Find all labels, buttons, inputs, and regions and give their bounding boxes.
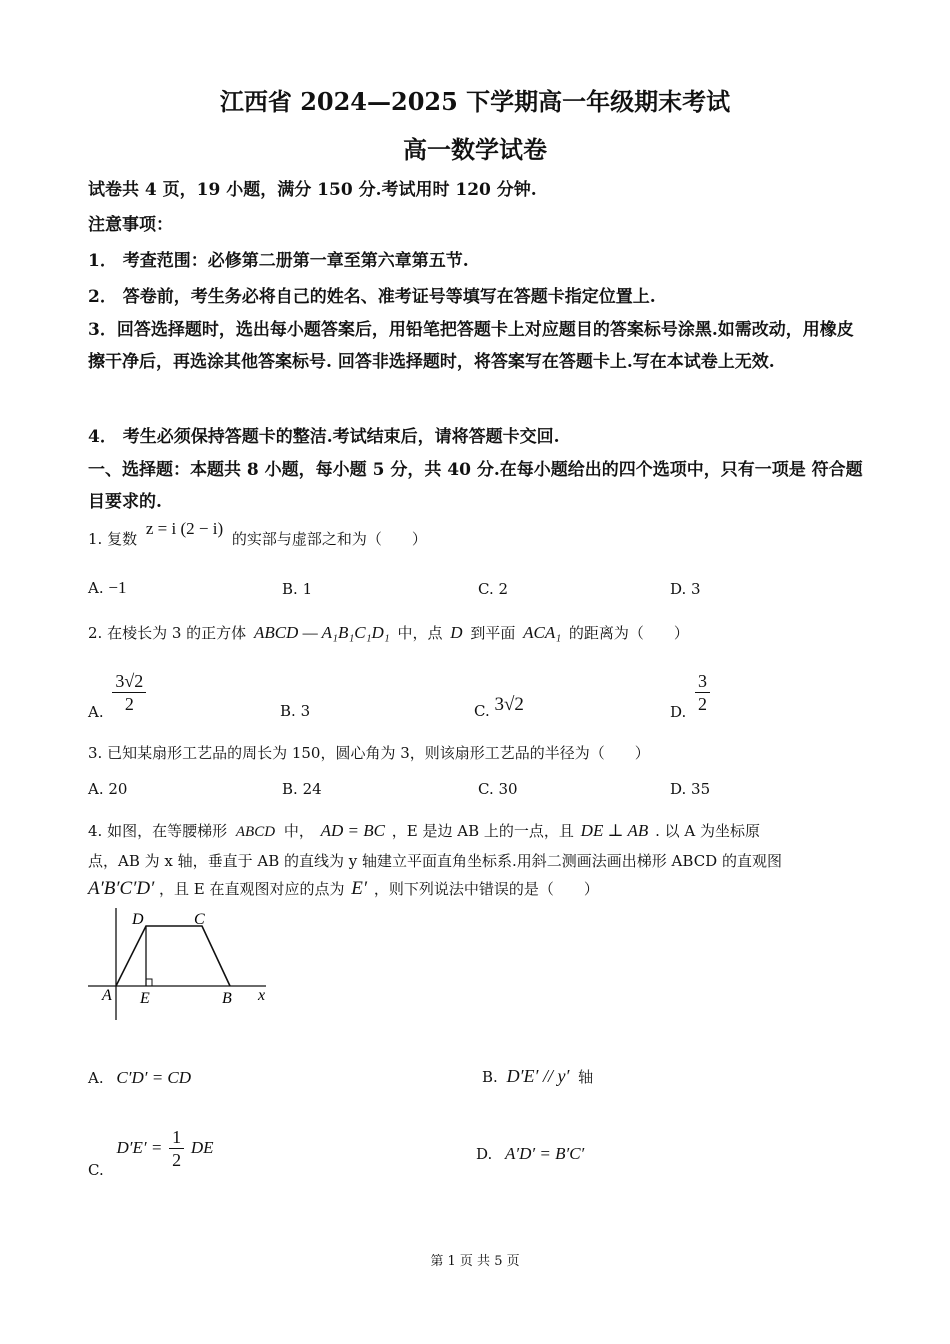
note-4: 4． 考生必须保持答题卡的整洁.考试结束后，请将答题卡交回. bbox=[88, 427, 560, 447]
note-3: 3．回答选择题时，选出每小题答案后，用铅笔把答题卡上对应题目的答案标号涂黑.如需改动，用橡皮擦干净后，再选涂其他答案标号. 回答非选择题时，将答案写在答题卡上.写在本试卷上无效. bbox=[88, 320, 854, 372]
q2-option-d: D. $\frac{3}{2}$ bbox=[670, 670, 710, 715]
q1-option-b: B. 1 bbox=[282, 580, 313, 598]
q3-option-c: C. 30 bbox=[478, 780, 518, 798]
exam-info: 试卷共 4 页，19 小题，满分 150 分.考试用时 120 分钟. bbox=[88, 180, 537, 200]
q1-option-c: C. 2 bbox=[478, 580, 509, 598]
question-1 bbox=[88, 519, 427, 549]
fig-label-b: B bbox=[222, 990, 232, 1007]
q3-option-a: A. 20 bbox=[88, 780, 128, 798]
notice-heading: 注意事项： bbox=[88, 215, 173, 235]
fig-label-d: D bbox=[132, 911, 144, 928]
q1-formula: z = i (2 − i) bbox=[145, 519, 224, 538]
note-2: 2． 答卷前，考生务必将自己的姓名、准考证号等填写在答题卡指定位置上. bbox=[88, 287, 656, 307]
fig-label-e: E bbox=[140, 990, 150, 1007]
q1-option-d: D. 3 bbox=[670, 580, 701, 598]
exam-title: 江西省 2024—2025 下学期高一年级期末考试 bbox=[219, 87, 731, 116]
note-1: 1． 考查范围：必修第二册第一章至第六章第五节. bbox=[88, 251, 469, 271]
q3-option-b: B. 24 bbox=[282, 780, 322, 798]
q4-option-d: D. A′D′ = B′C′ bbox=[476, 1144, 585, 1163]
q4-option-a: A. C′D′ = CD bbox=[88, 1068, 192, 1087]
fig-label-a: A bbox=[102, 987, 112, 1004]
question-4-line-2: 点，AB 为 x 轴，垂直于 AB 的直线为 y 轴建立平面直角坐标系.用斜二测画法画出梯形 ABCD 的直观图 bbox=[88, 852, 782, 870]
question-3: 3. 已知某扇形工艺品的周长为 150，圆心角为 3，则该扇形工艺品的半径为（ ） bbox=[88, 744, 650, 762]
trapezoid-figure bbox=[84, 900, 284, 1030]
q2-option-c: C. 3√2 bbox=[474, 694, 524, 720]
fig-label-x: x bbox=[258, 987, 266, 1004]
q3-option-d: D. 35 bbox=[670, 780, 711, 798]
question-4-line-3: A′B′C′D′ ，且 E 在直观图对应的点为 E′ ，则下列说法中错误的是（ ） bbox=[88, 878, 599, 899]
fig-label-c: C bbox=[194, 911, 205, 928]
section-heading: 一、选择题：本题共 8 小题，每小题 5 分，共 40 分.在每小题给出的四个选项中，只有一项是 符合题目要求的. bbox=[88, 460, 863, 512]
q1-prefix: 1. 复数 bbox=[88, 530, 138, 548]
page-footer: 第 1 页 共 5 页 bbox=[430, 1254, 520, 1269]
q4-option-c: C. D′E′ = $\frac{1}{2}$ DE bbox=[88, 1127, 214, 1179]
q4-option-b: B. D′E′ // y′ 轴 bbox=[482, 1066, 594, 1086]
question-2: 2. 在棱长为 3 的正方体 ABCD — A₁B₁C₁D₁ 中，点 D 到平面 ACA₁ 的距离为（ ） bbox=[88, 623, 689, 642]
question-4-line-1: 4. 如图，在等腰梯形 ABCD 中， AD = BC ，E 是边 AB 上的一点，且 DE ⊥ AB . 以 A 为坐标原 bbox=[88, 821, 760, 840]
exam-subtitle: 高一数学试卷 bbox=[403, 135, 547, 164]
q1-suffix: 的实部与虚部之和为（ ） bbox=[231, 530, 427, 548]
q2-option-b: B. 3 bbox=[280, 702, 311, 720]
q1-option-a: A. −1 bbox=[88, 578, 127, 597]
q2-option-a: A. $\frac{3√2}{2}$ bbox=[88, 670, 146, 715]
cube-name: ABCD — A₁B₁C₁D₁ bbox=[253, 623, 390, 642]
